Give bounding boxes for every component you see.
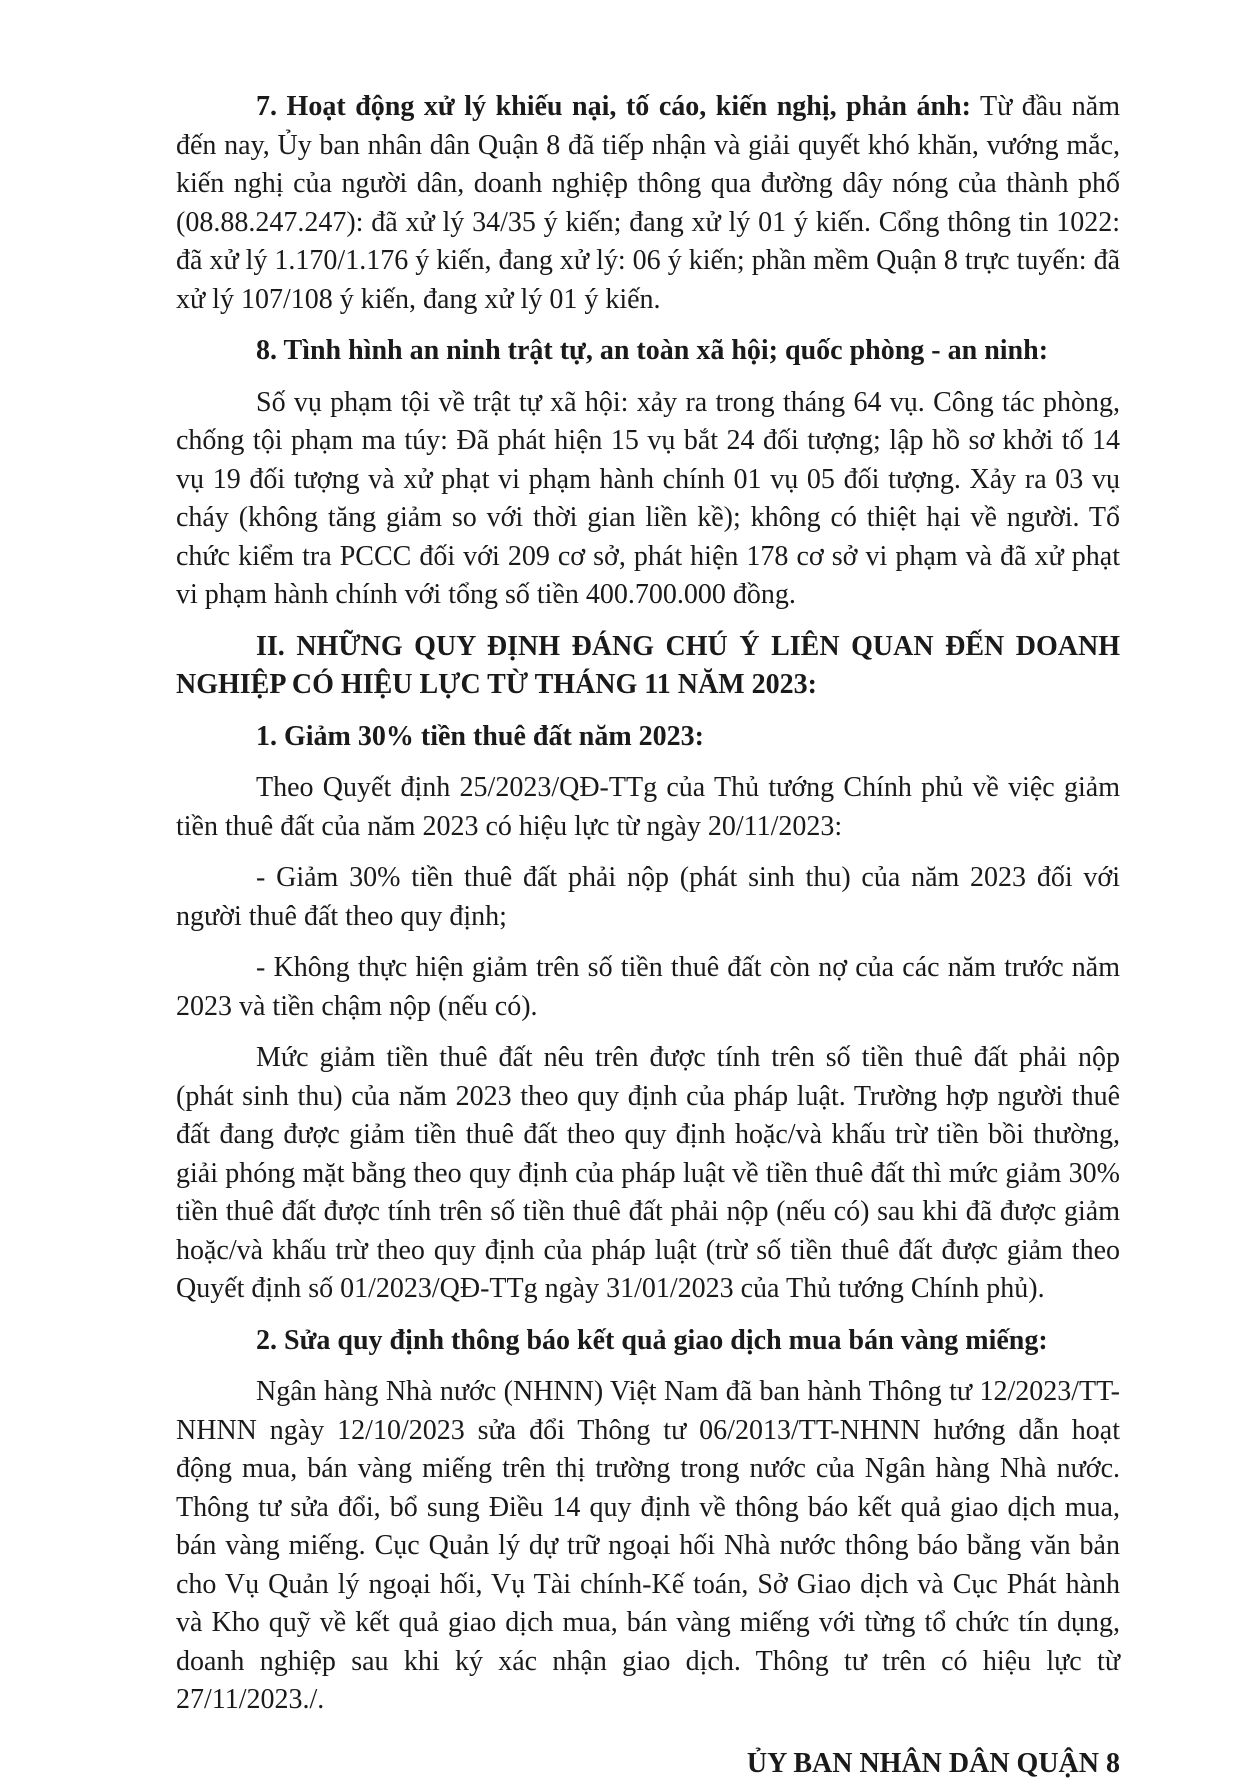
section-7-text: Từ đầu năm đến nay, Ủy ban nhân dân Quận 8 đã tiếp nhận và giải quyết khó khăn, vướng mắc, kiến nghị của người dân, doanh nghiệp thông qua đường dây nóng của thành phố (08.88.247.247): đã xử lý 34/35 ý kiến; đang xử lý 01 ý kiến. Cổng thông tin 1022: đã xử lý 1.170/1.176 ý kiến, đang xử lý: 06 ý kiến; phần mềm Quận 8 trực tuyến: đã xử lý 107/108 ý kiến, đang xử lý 01 ý kiến. <box>176 91 1120 315</box>
section-8-heading: 8. Tình hình an ninh trật tự, an toàn xã hội; quốc phòng - an ninh: <box>256 335 1049 366</box>
regulation-1-heading: 1. Giảm 30% tiền thuê đất năm 2023: <box>256 720 704 752</box>
section-7-heading: 7. Hoạt động xử lý khiếu nại, tố cáo, kiến nghị, phản ánh: <box>256 91 971 122</box>
regulation-1-detail: Mức giảm tiền thuê đất nêu trên được tính trên số tiền thuê đất phải nộp (phát sinh thu) của năm 2023 theo quy định của pháp luật. Trường hợp người thuê đất đang được giảm tiền thuê đất theo quy định hoặc/và khấu trừ tiền bồi thường, giải phóng mặt bằng theo quy định của pháp luật về tiền thuê đất thì mức giảm 30% tiền thuê đất được tính trên số tiền thuê đất phải nộp (nếu có) sau khi đã được giảm hoặc/và khấu trừ theo quy định của pháp luật (trừ số tiền thuê đất được giảm theo Quyết định số 01/2023/QĐ-TTg ngày 31/01/2023 của Thủ tướng Chính phủ). <box>176 1042 1120 1304</box>
document-page <box>176 88 1120 1720</box>
section-8-text: Số vụ phạm tội về trật tự xã hội: xảy ra trong tháng 64 vụ. Công tác phòng, chống tội phạm ma túy: Đã phát hiện 15 vụ bắt 24 đối tượng; lập hồ sơ khởi tố 14 vụ 19 đối tượng và xử phạt vi phạm hành chính 01 vụ 05 đối tượng. Xảy ra 03 vụ cháy (không tăng giảm so với thời gian liền kề); không có thiệt hại về người. Tổ chức kiểm tra PCCC đối với 209 cơ sở, phát hiện 178 cơ sở vi phạm và đã xử phạt vi phạm hành chính với tổng số tiền 400.700.000 đồng. <box>176 386 1120 610</box>
regulation-1-intro: Theo Quyết định 25/2023/QĐ-TTg của Thủ tướng Chính phủ về việc giảm tiền thuê đất của năm 2023 có hiệu lực từ ngày 20/11/2023: <box>176 772 1120 842</box>
regulation-2-heading: 2. Sửa quy định thông báo kết quả giao dịch mua bán vàng miếng: <box>256 1324 1048 1356</box>
regulation-2-text: Ngân hàng Nhà nước (NHNN) Việt Nam đã ban hành Thông tư 12/2023/TT-NHNN ngày 12/10/2023 sửa đổi Thông tư 06/2013/TT-NHNN hướng dẫn hoạt động mua, bán vàng miếng trên thị trường trong nước của Ngân hàng Nhà nước. Thông tư sửa đổi, bổ sung Điều 14 quy định về thông báo kết quả giao dịch mua, bán vàng miếng. Cục Quản lý dự trữ ngoại hối Nhà nước thông báo bằng văn bản cho Vụ Quản lý ngoại hối, Vụ Tài chính-Kế toán, Sở Giao dịch và Cục Phát hành và Kho quỹ về kết quả giao dịch mua, bán vàng miếng với từng tổ chức tín dụng, doanh nghiệp sau khi ký xác nhận giao dịch. Thông tư trên có hiệu lực từ 27/11/2023./. <box>176 1376 1120 1715</box>
regulation-1-bullet-2: - Không thực hiện giảm trên số tiền thuê đất còn nợ của các năm trước năm 2023 và tiền chậm nộp (nếu có). <box>176 952 1120 1022</box>
section-7-paragraph <box>176 88 1120 319</box>
part-2-heading: II. NHỮNG QUY ĐỊNH ĐÁNG CHÚ Ý LIÊN QUAN ĐẾN DOANH NGHIỆP CÓ HIỆU LỰC TỪ THÁNG 11 NĂM 2023: <box>176 630 1120 700</box>
signature-block: ỦY BAN NHÂN DÂN QUẬN 8 <box>746 1748 1120 1779</box>
regulation-1-bullet-1: - Giảm 30% tiền thuê đất phải nộp (phát sinh thu) của năm 2023 đối với người thuê đất theo quy định; <box>176 862 1120 932</box>
